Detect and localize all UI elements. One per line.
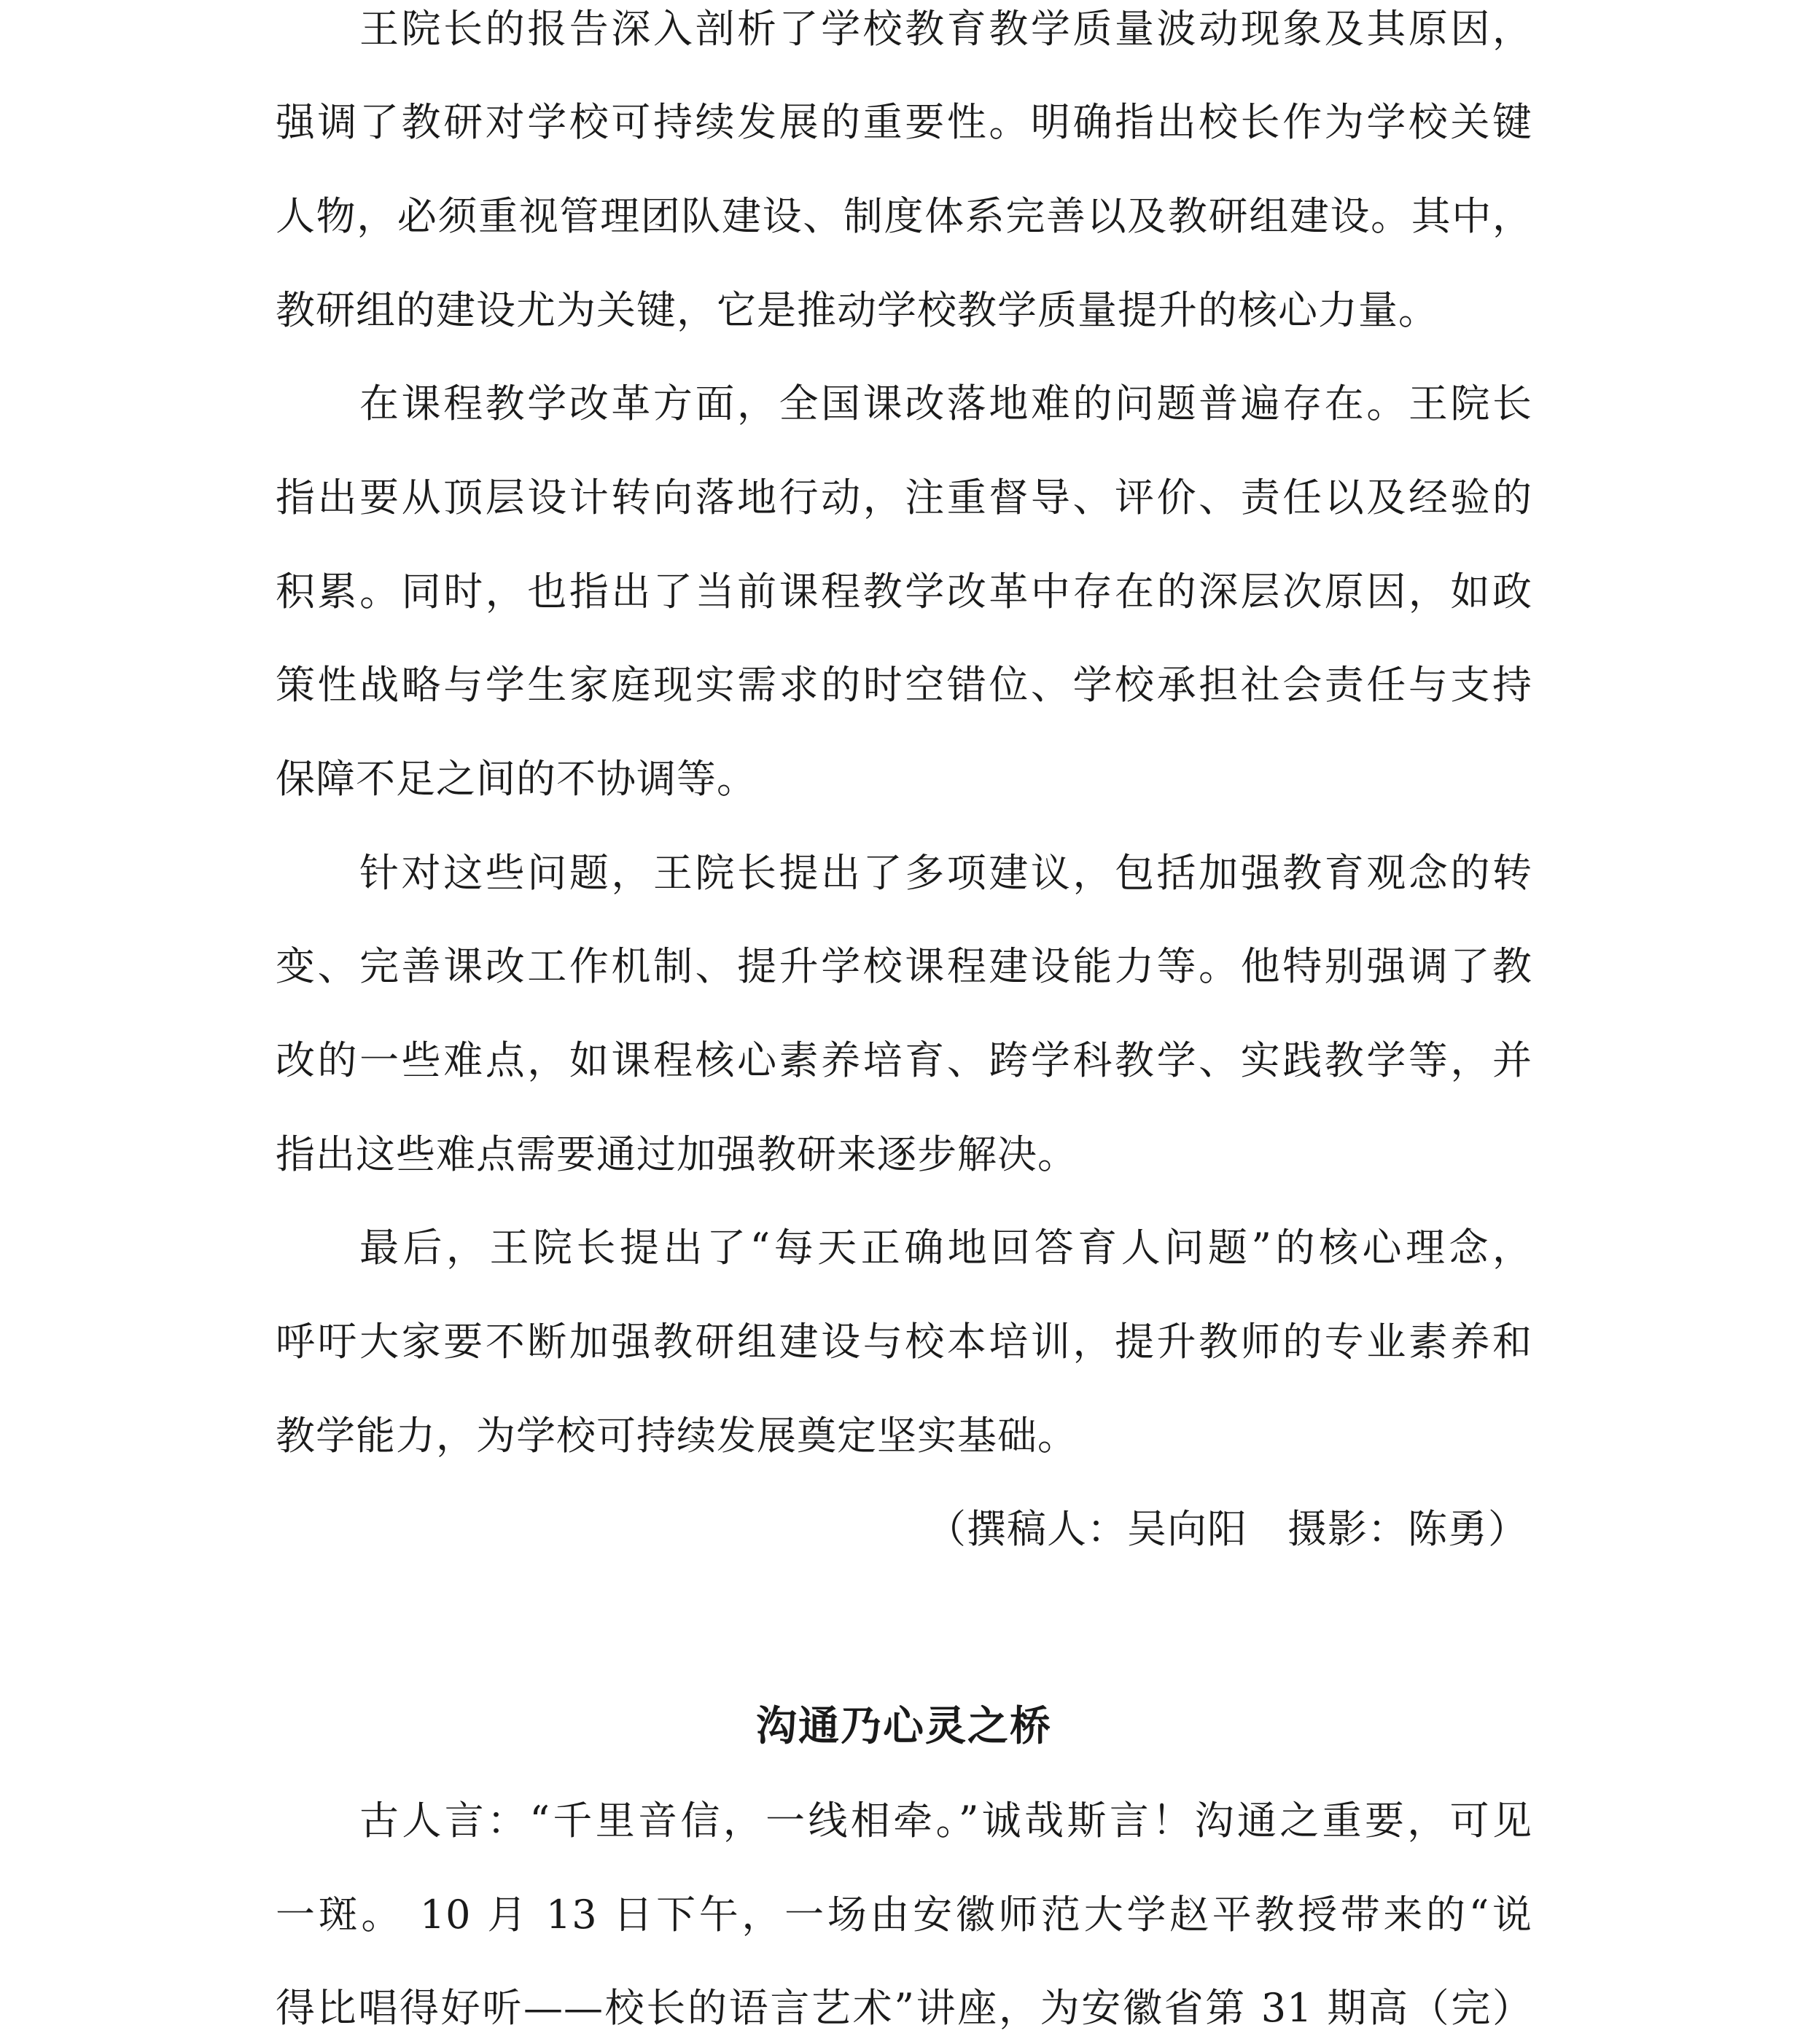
- paragraph-2-line-4: 策性战略与学生家庭现实需求的时空错位、学校承担社会责任与支持: [276, 662, 1532, 708]
- paragraph-2-line-3: 积累。同时，也指出了当前课程教学改革中存在的深层次原因，如政: [276, 569, 1532, 615]
- article-2-line-2: 一斑。 10 月 13 日下午，一场由安徽师范大学赵平教授带来的“说: [276, 1892, 1532, 1938]
- paragraph-3-line-3: 改的一些难点，如课程核心素养培育、跨学科教学、实践教学等，并: [276, 1037, 1532, 1083]
- paragraph-1-line-1: 王院长的报告深入剖析了学校教育教学质量波动现象及其原因，: [359, 6, 1532, 52]
- article-2-line-1: 古人言：“千里音信，一线相牵。”诚哉斯言！沟通之重要，可见: [359, 1798, 1532, 1844]
- paragraph-4-line-3: 教学能力，为学校可持续发展奠定坚实基础。: [276, 1413, 1078, 1459]
- paragraph-2-line-1: 在课程教学改革方面，全国课改落地难的问题普遍存在。王院长: [359, 381, 1532, 426]
- byline-credits: （撰稿人：吴向阳 摄影：陈勇）: [927, 1506, 1528, 1552]
- paragraph-2-line-2: 指出要从顶层设计转向落地行动，注重督导、评价、责任以及经验的: [276, 475, 1532, 520]
- document-page: [276, 0, 1532, 2044]
- paragraph-3-line-4: 指出这些难点需要通过加强教研来逐步解决。: [276, 1131, 1078, 1177]
- paragraph-4-line-1: 最后，王院长提出了“每天正确地回答育人问题”的核心理念，: [359, 1225, 1532, 1271]
- paragraph-4-line-2: 呼吁大家要不断加强教研组建设与校本培训，提升教师的专业素养和: [276, 1319, 1532, 1365]
- paragraph-3-line-1: 针对这些问题，王院长提出了多项建议，包括加强教育观念的转: [359, 850, 1532, 896]
- paragraph-2-line-5: 保障不足之间的不协调等。: [276, 756, 757, 802]
- paragraph-1-line-4: 教研组的建设尤为关键，它是推动学校教学质量提升的核心力量。: [276, 287, 1438, 333]
- article-2-line-3: 得比唱得好听——校长的语言艺术”讲座，为安徽省第 31 期高（完）: [276, 1985, 1532, 2031]
- paragraph-3-line-2: 变、完善课改工作机制、提升学校课程建设能力等。他特别强调了教: [276, 943, 1532, 989]
- paragraph-1-line-3: 人物，必须重视管理团队建设、制度体系完善以及教研组建设。其中，: [276, 193, 1532, 239]
- paragraph-1-line-2: 强调了教研对学校可持续发展的重要性。明确指出校长作为学校关键: [276, 99, 1532, 145]
- article-title: 沟通乃心灵之桥: [756, 1703, 1052, 1750]
